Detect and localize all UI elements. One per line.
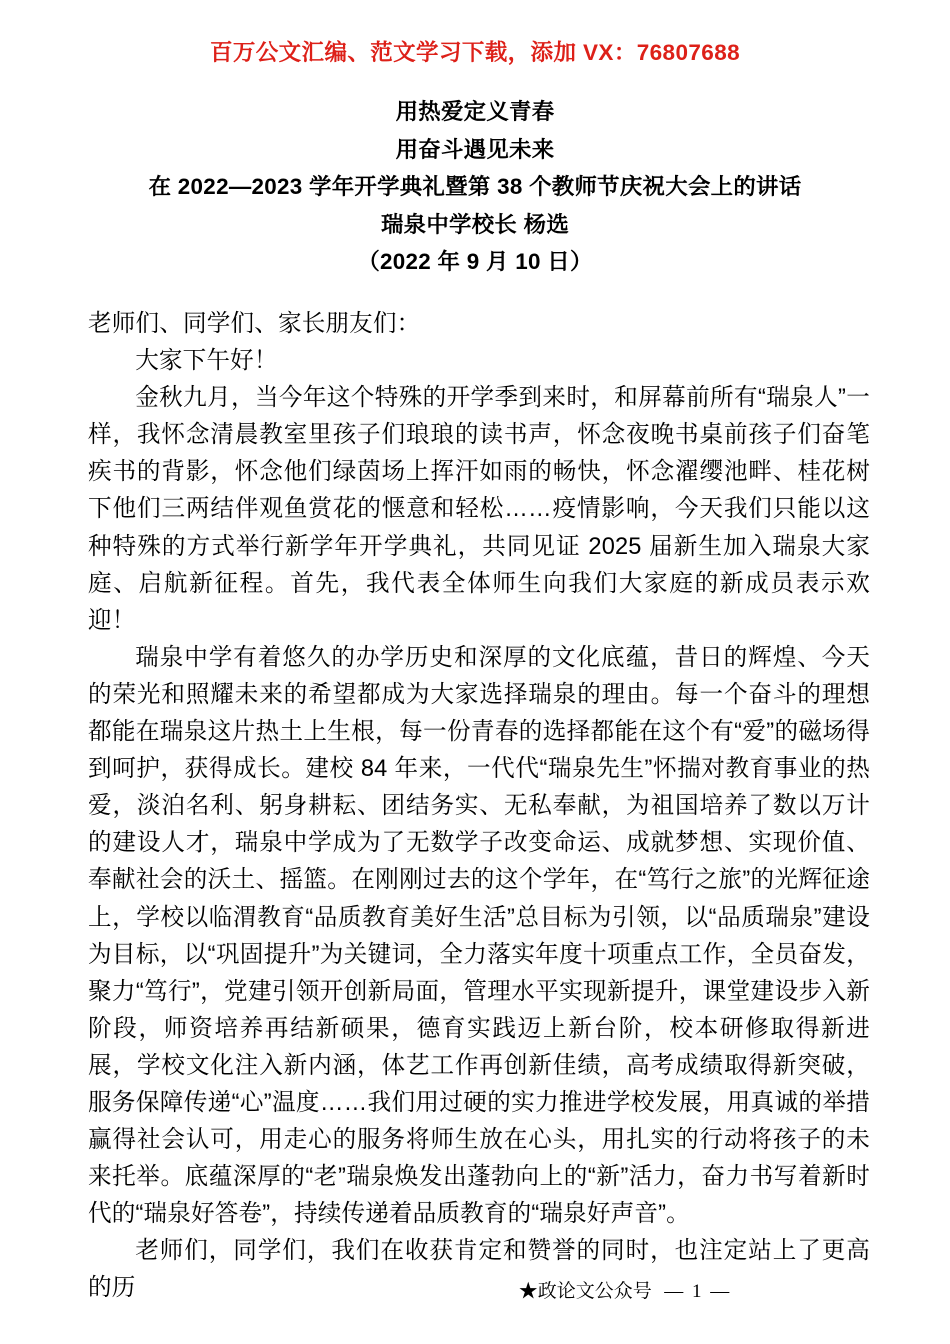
title-line-2: 用奋斗遇见未来: [395, 136, 555, 162]
title-line-3: 在 2022—2023 学年开学典礼暨第 38 个教师节庆祝大会上的讲话: [148, 174, 802, 199]
title-line-1: 用热爱定义青春: [395, 99, 555, 124]
greeting-paragraph: 大家下午好！: [135, 348, 278, 375]
title-author: 瑞泉中学校长 杨选: [380, 211, 570, 237]
body-paragraph-3: 老师们，同学们，我们在收获肯定和赞誉的同时，也注定站上了更高的历: [88, 1238, 870, 1302]
promo-banner-text: 百万公文汇编、范文学习下载，添加 VX：76807688: [209, 40, 741, 65]
document-body: [88, 306, 870, 1308]
title-date: （2022 年 9 月 10 日）: [357, 249, 593, 274]
page-footer: [0, 1279, 950, 1304]
body-paragraph-1: 金秋九月，当今年这个特殊的开学季到来时，和屏幕前所有“瑞泉人”一样，我怀念清晨教室里孩子们琅琅的读书声，怀念夜晚书桌前孩子们奋笔疾书的背影，怀念他们绿茵场上挥汗如雨的畅快，怀念濯缨池畔、桂花树下他们三两结伴观鱼赏花的惬意和轻松……疫情影响，今天我们只能以这种特殊的方式举行新学年开学典礼，共同见证 2025 届新生加入瑞泉大家庭、启航新征程。首先，我代表全体师生向我们大家庭的新成员表示欢迎！: [88, 385, 870, 634]
document-title-block: [0, 93, 950, 281]
footer-inner: [219, 1279, 731, 1304]
body-paragraph-2: 瑞泉中学有着悠久的办学历史和深厚的文化底蕴，昔日的辉煌、今天的荣光和照耀未来的希望都成为大家选择瑞泉的理由。每一个奋斗的理想都能在瑞泉这片热土上生根，每一份青春的选择都能在这个有“爱”的磁场得到呵护，获得成长。建校 84 年来，一代代“瑞泉先生”怀揣对教育事业的热爱，淡泊名利、躬身耕耘、团结务实、无私奉献，为祖国培养了数以万计的建设人才，瑞泉中学成为了无数学子改变命运、成就梦想、实现价值、奉献社会的沃土、摇篮。在刚刚过去的这个学年，在“笃行之旅”的光辉征途上，学校以临渭教育“品质教育美好生活”总目标为引领，以“品质瑞泉”建设为目标，以“巩固提升”为关键词，全力落实年度十项重点工作，全员奋发，聚力“笃行”，党建引领开创新局面，管理水平实现新提升，课堂建设步入新阶段，师资培养再结新硕果，德育实践迈上新台阶，校本研修取得新进展，学校文化注入新内涵，体艺工作再创新佳绩，高考成绩取得新突破，服务保障传递“心”温度……我们用过硬的实力推进学校发展，用真诚的举措赢得社会认可，用走心的服务将师生放在心头，用扎实的行动将孩子的未来托举。底蕴深厚的“老”瑞泉焕发出蓬勃向上的“新”活力，奋力书写着新时代的“瑞泉好答卷”，持续传递着品质教育的“瑞泉好声音”。: [88, 644, 870, 1228]
salutation-paragraph: 老师们、同学们、家长朋友们：: [88, 311, 421, 337]
footer-brand: ★政论文公众号: [518, 1281, 652, 1302]
footer-page-number: — 1 —: [664, 1281, 732, 1302]
